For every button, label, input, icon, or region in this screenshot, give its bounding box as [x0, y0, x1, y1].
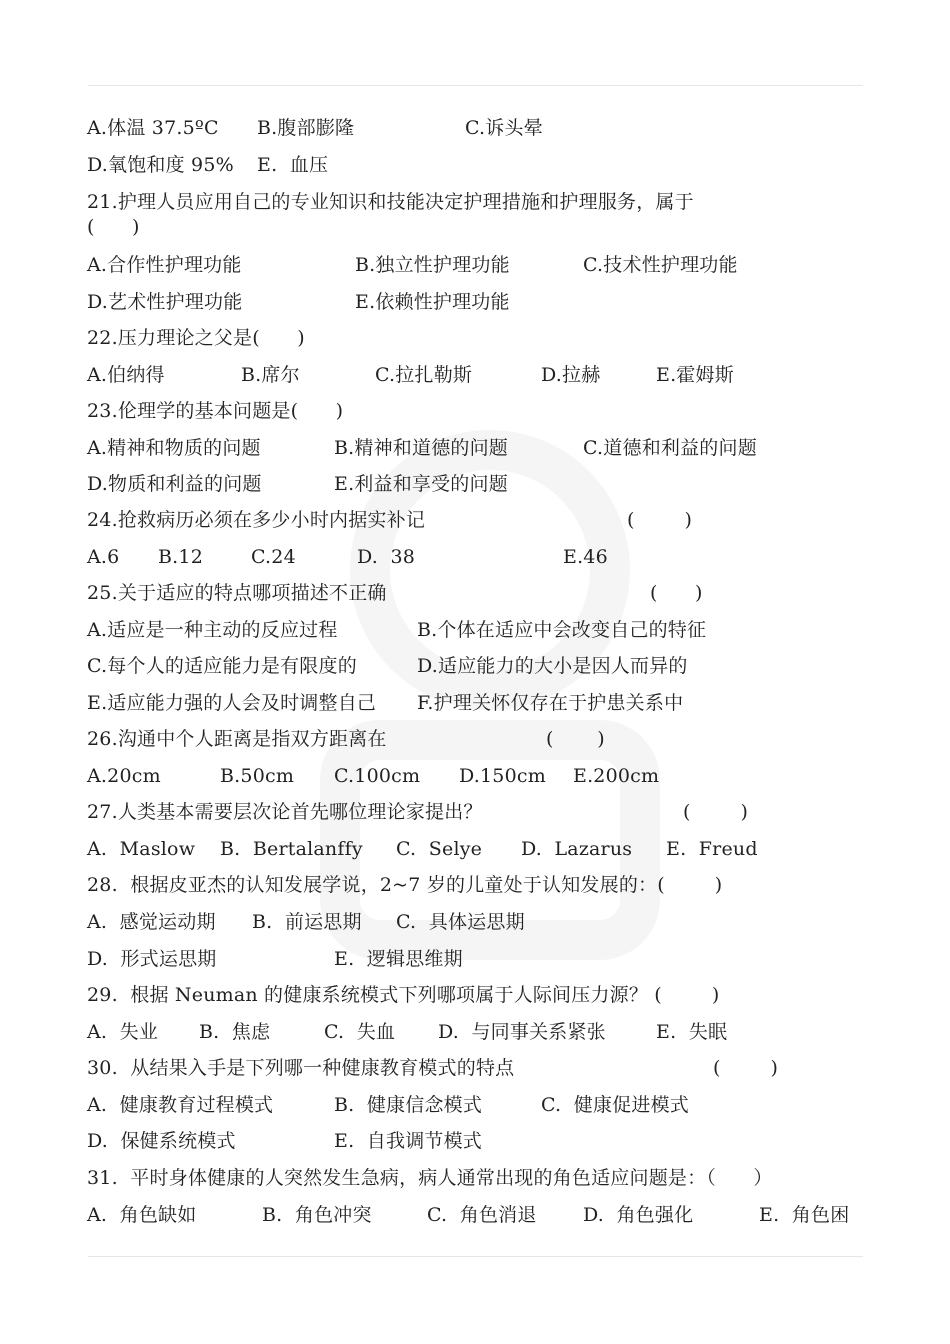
answer-option: A.20cm: [87, 765, 161, 787]
answer-option: D.物质和利益的问题: [87, 473, 262, 495]
answer-option: D.适应能力的大小是因人而异的: [417, 655, 688, 677]
option-row: [87, 288, 867, 316]
answer-option: E. 角色困: [759, 1204, 850, 1226]
answer-option: B.50cm: [220, 765, 295, 787]
answer-option: C. 健康促进模式: [541, 1094, 689, 1116]
question-text: [87, 871, 867, 899]
answer-blank: ( ): [546, 728, 605, 750]
answer-option: E.适应能力强的人会及时调整自己: [87, 692, 377, 714]
answer-option: A.合作性护理功能: [87, 254, 242, 276]
answer-option: C.道德和利益的问题: [583, 437, 757, 459]
answer-option: E.利益和享受的问题: [334, 473, 508, 495]
answer-blank: ( ): [683, 801, 749, 823]
answer-option: E. 自我调节模式: [334, 1130, 482, 1152]
question-stem: 28. 根据皮亚杰的认知发展学说，2~7 岁的儿童处于认知发展的：( ): [87, 874, 723, 896]
question-stem: 22.压力理论之父是( ): [87, 327, 305, 349]
answer-option: E. Freud: [666, 838, 758, 860]
answer-option: E.46: [563, 546, 608, 568]
answer-option: A. 健康教育过程模式: [87, 1094, 274, 1116]
answer-option: B.席尔: [241, 364, 300, 386]
option-row: [87, 1091, 867, 1119]
question-text: [87, 798, 867, 826]
answer-option: C.24: [251, 546, 296, 568]
question-stem: 23.伦理学的基本问题是( ): [87, 400, 344, 422]
answer-option: E.依赖性护理功能: [355, 291, 510, 313]
question-text: [87, 1054, 867, 1082]
answer-option: D.艺术性护理功能: [87, 291, 243, 313]
answer-option: C.技术性护理功能: [583, 254, 738, 276]
option-row: [87, 762, 867, 790]
answer-option: A.精神和物质的问题: [87, 437, 261, 459]
answer-option: D. 形式运思期: [87, 948, 217, 970]
option-row: [87, 908, 867, 936]
answer-option: B. 焦虑: [199, 1021, 271, 1043]
answer-option: B. 前运思期: [252, 911, 362, 933]
answer-option: D. 38: [357, 546, 416, 568]
option-row: [87, 251, 867, 279]
answer-option: E.霍姆斯: [656, 364, 734, 386]
question-stem: 21.护理人员应用自己的专业知识和技能决定护理措施和护理服务，属于: [87, 191, 694, 213]
answer-blank: ( ): [713, 1057, 779, 1079]
option-row: [87, 1127, 867, 1155]
answer-option: A. Maslow: [87, 838, 196, 860]
answer-option: D. Lazarus: [521, 838, 633, 860]
question-stem: 31. 平时身体健康的人突然发生急病，病人通常出现的角色适应问题是：（ ）: [87, 1167, 773, 1189]
question-text: [87, 397, 867, 425]
header-rule: [88, 85, 863, 86]
option-row: [87, 114, 867, 142]
answer-option: C. 具体运思期: [396, 911, 525, 933]
option-row: [87, 652, 867, 680]
answer-option: B. Bertalanffy: [220, 838, 363, 860]
option-row: [87, 835, 867, 863]
answer-blank: ( ): [627, 509, 693, 531]
answer-option: A. 角色缺如: [87, 1204, 197, 1226]
question-text: [87, 725, 867, 753]
option-row: [87, 543, 867, 571]
answer-option: E. 血压: [257, 154, 329, 176]
answer-option: A.伯纳得: [87, 364, 165, 386]
question-stem: 24.抢救病历必须在多少小时内据实补记: [87, 509, 426, 531]
answer-option: A.适应是一种主动的反应过程: [87, 619, 338, 641]
answer-option: B.精神和道德的问题: [334, 437, 509, 459]
answer-option: B. 健康信念模式: [334, 1094, 483, 1116]
option-row: [87, 945, 867, 973]
answer-option: F.护理关怀仅存在于护患关系中: [417, 692, 684, 714]
question-text: [87, 188, 867, 216]
question-text: [87, 324, 867, 352]
answer-option: A.体温 37.5ºC: [87, 117, 219, 139]
question-text: [87, 506, 867, 534]
question-stem: 29. 根据 Neuman 的健康系统模式下列哪项属于人际间压力源？ ( ): [87, 984, 720, 1006]
question-text: [87, 981, 867, 1009]
answer-option: D. 与同事关系紧张: [438, 1021, 606, 1043]
answer-option: C.诉头晕: [465, 117, 543, 139]
option-row: [87, 151, 867, 179]
question-text: [87, 1164, 867, 1192]
answer-option: C.每个人的适应能力是有限度的: [87, 655, 357, 677]
answer-option: E. 失眠: [656, 1021, 728, 1043]
option-row: [87, 689, 867, 717]
answer-option: D. 保健系统模式: [87, 1130, 236, 1152]
answer-option: E. 逻辑思维期: [334, 948, 463, 970]
question-text: [87, 213, 867, 241]
option-row: [87, 616, 867, 644]
answer-option: A.6: [87, 546, 120, 568]
question-stem: ( ): [87, 216, 140, 238]
question-stem: 26.沟通中个人距离是指双方距离在: [87, 728, 387, 750]
answer-option: C. 失血: [324, 1021, 396, 1043]
option-row: [87, 470, 867, 498]
answer-option: D.150cm: [459, 765, 546, 787]
answer-option: B.独立性护理功能: [355, 254, 510, 276]
answer-option: D.氧饱和度 95%: [87, 154, 234, 176]
answer-option: B.腹部膨隆: [257, 117, 355, 139]
answer-option: C.拉扎勒斯: [375, 364, 473, 386]
answer-option: B.12: [158, 546, 203, 568]
answer-option: A. 感觉运动期: [87, 911, 216, 933]
question-text: [87, 579, 867, 607]
question-stem: 30. 从结果入手是下列哪一种健康教育模式的特点: [87, 1057, 515, 1079]
answer-option: B.个体在适应中会改变自己的特征: [417, 619, 707, 641]
answer-blank: ( ): [650, 582, 703, 604]
question-stem: 27.人类基本需要层次论首先哪位理论家提出？: [87, 801, 483, 823]
answer-option: B. 角色冲突: [262, 1204, 372, 1226]
question-stem: 25.关于适应的特点哪项描述不正确: [87, 582, 387, 604]
option-row: [87, 434, 867, 462]
answer-option: E.200cm: [573, 765, 660, 787]
answer-option: C. 角色消退: [427, 1204, 537, 1226]
answer-option: C.100cm: [334, 765, 421, 787]
option-row: [87, 361, 867, 389]
option-row: [87, 1201, 867, 1229]
answer-option: A. 失业: [87, 1021, 159, 1043]
footer-rule: [88, 1256, 863, 1257]
answer-option: C. Selye: [396, 838, 483, 860]
answer-option: D. 角色强化: [583, 1204, 694, 1226]
answer-option: D.拉赫: [541, 364, 601, 386]
option-row: [87, 1018, 867, 1046]
